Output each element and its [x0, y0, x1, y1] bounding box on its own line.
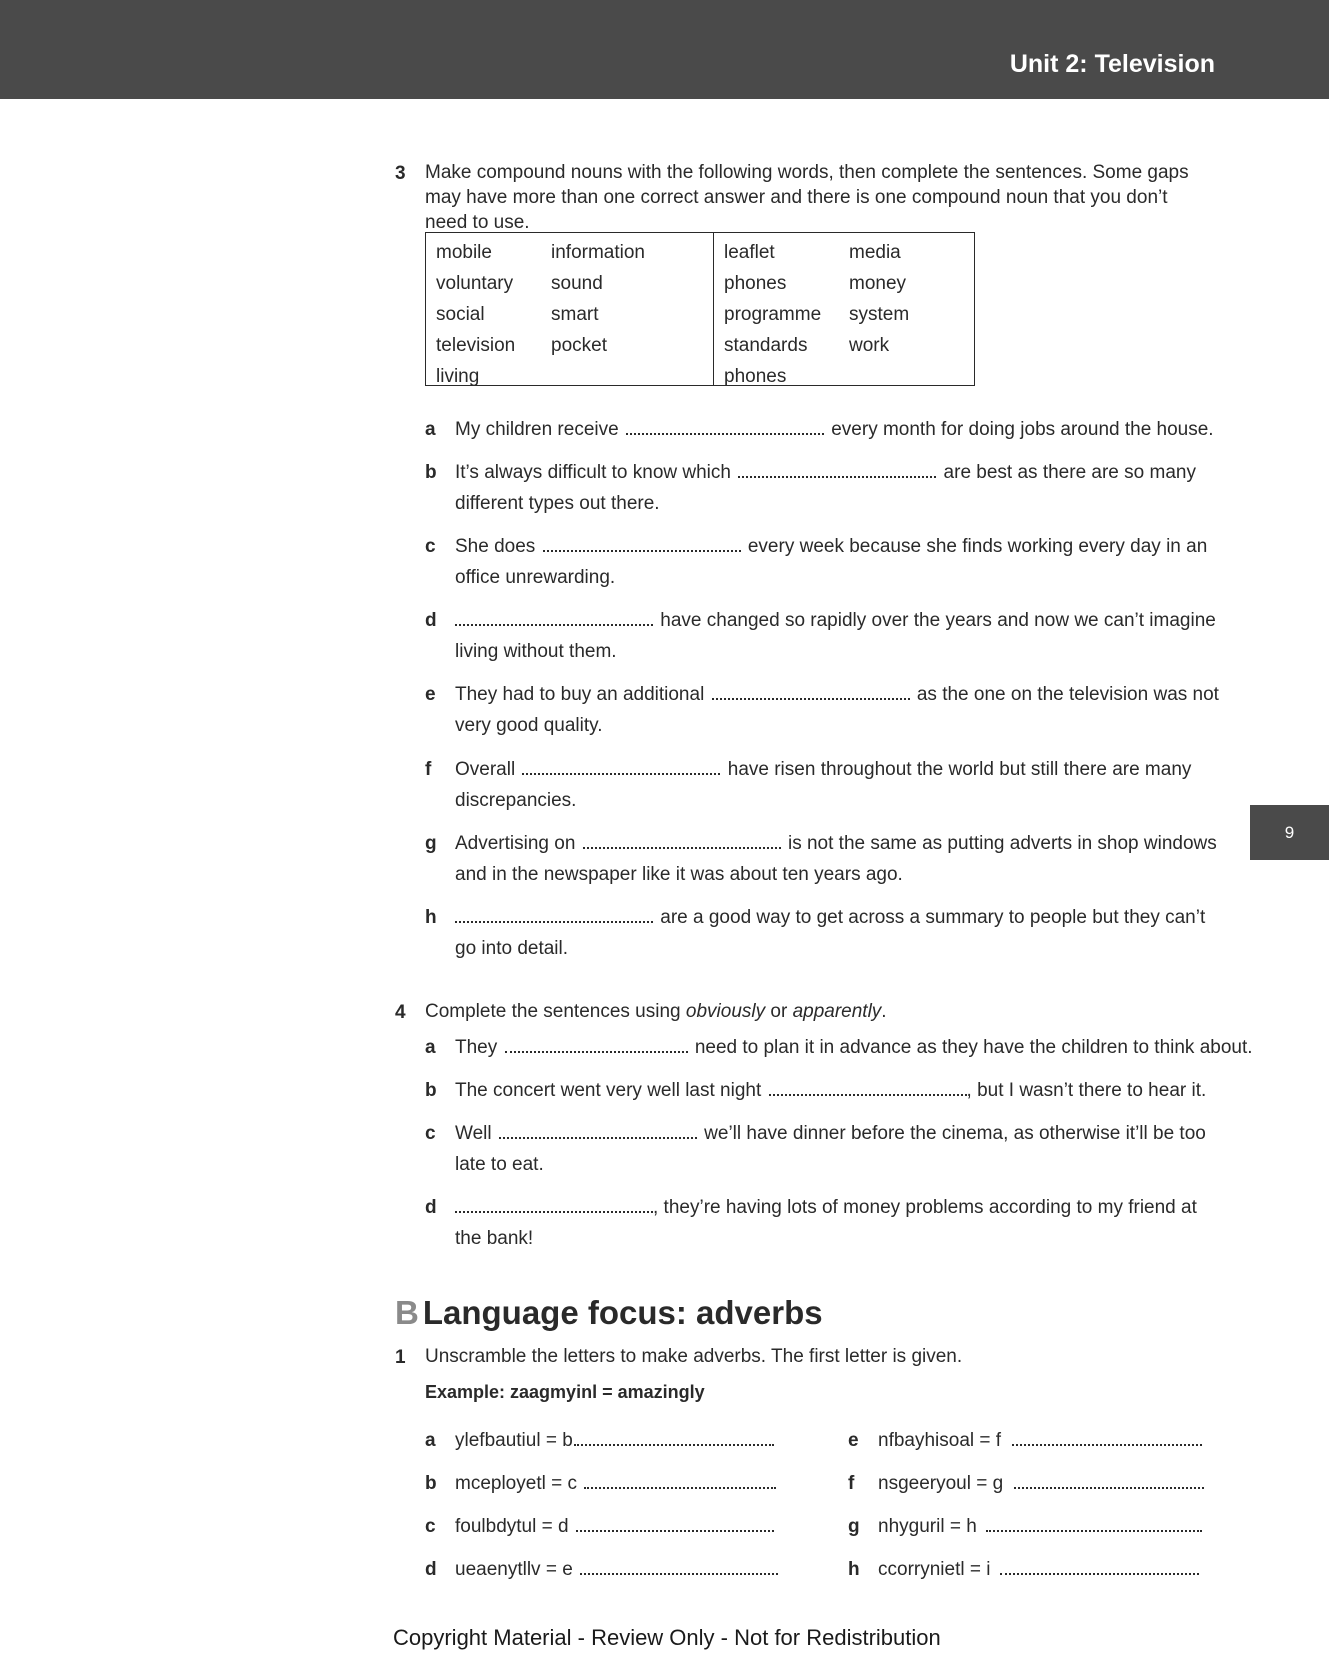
item-sentence: She does every week because she finds working every day in an office unrewarding. — [455, 536, 1208, 588]
item-sentence: It’s always difficult to know which are best as there are so many different types out there. — [455, 462, 1196, 514]
answer-gap[interactable] — [522, 759, 720, 775]
page-number-tab: 9 — [1250, 805, 1329, 860]
answer-gap[interactable] — [543, 536, 741, 552]
answer-gap[interactable] — [626, 419, 824, 435]
exercise-4-number: 4 — [395, 1002, 406, 1023]
word-column-2 — [551, 237, 645, 361]
answer-gap[interactable] — [1014, 1473, 1204, 1489]
page-header — [0, 0, 1329, 99]
item-letter: c — [425, 1123, 436, 1144]
unit-title: Unit 2: Television — [1009, 50, 1215, 78]
word: sound — [551, 273, 603, 294]
item-sentence: The concert went very well last night , but I wasn’t there to hear it. — [455, 1080, 1207, 1101]
answer-gap[interactable] — [1012, 1430, 1202, 1446]
answer-gap[interactable] — [499, 1123, 697, 1139]
item-letter: c — [425, 536, 436, 557]
item-letter: e — [425, 684, 436, 705]
item-letter: h — [425, 907, 437, 928]
item-sentence: , they’re having lots of money problems according to my friend at the bank! — [455, 1197, 1197, 1249]
word: standards — [724, 335, 808, 356]
item-sentence: My children receive every month for doing jobs around the house. — [455, 419, 1214, 440]
answer-gap[interactable] — [574, 1430, 774, 1446]
answer-gap[interactable] — [505, 1037, 688, 1053]
answer-gap[interactable] — [1000, 1559, 1199, 1575]
section-letter: B — [395, 1294, 419, 1331]
section-title: Language focus: adverbs — [422, 1294, 823, 1331]
word: media — [849, 242, 901, 263]
answer-gap[interactable] — [455, 610, 653, 626]
word: smart — [551, 304, 599, 325]
word-box — [425, 232, 975, 386]
section-heading — [395, 1294, 823, 1332]
exercise-3-number: 3 — [395, 163, 406, 184]
item-letter: a — [425, 419, 436, 440]
item-sentence: have changed so rapidly over the years and now we can’t imagine living without them. — [455, 610, 1216, 662]
example-line: Example: zaagmyinl = amazingly — [425, 1382, 705, 1402]
word: system — [849, 304, 910, 325]
item-sentence: Advertising on is not the same as putting adverts in shop windows and in the newspaper like it was about ten years ago. — [455, 833, 1217, 885]
answer-gap[interactable] — [738, 462, 936, 478]
item-letter: d — [425, 1197, 437, 1218]
word-box-divider — [713, 233, 714, 385]
word: social — [436, 304, 485, 325]
item-sentence: Well we’ll have dinner before the cinema, as otherwise it’ll be too late to eat. — [455, 1123, 1206, 1175]
word-column-1 — [436, 237, 515, 392]
exercise-b1-number: 1 — [395, 1347, 406, 1368]
answer-gap[interactable] — [455, 907, 653, 923]
word: leaflet — [724, 242, 775, 263]
word: living — [436, 366, 480, 387]
answer-gap[interactable] — [986, 1516, 1202, 1532]
item-sentence: Overall have risen throughout the world but still there are many discrepancies. — [455, 759, 1192, 811]
item-sentence: They need to plan it in advance as they have the children to think about. — [455, 1037, 1253, 1058]
exercise-4-instruction: Complete the sentences using obviously or apparently. — [425, 1001, 887, 1022]
copyright-footer: Copyright Material - Review Only - Not for Redistribution — [393, 1625, 941, 1650]
item-letter: f — [425, 759, 432, 780]
answer-gap[interactable] — [584, 1473, 776, 1489]
word: voluntary — [436, 273, 514, 294]
word: work — [849, 335, 890, 356]
item-sentence: They had to buy an additional as the one on the television was not very good quality. — [455, 684, 1219, 736]
word-column-3 — [724, 237, 821, 392]
answer-gap[interactable] — [712, 684, 910, 700]
item-letter: b — [425, 1080, 437, 1101]
word: programme — [724, 304, 822, 325]
word: mobile — [436, 242, 492, 263]
word: phones — [724, 366, 787, 387]
item-letter: g — [425, 833, 437, 854]
answer-gap[interactable] — [769, 1080, 967, 1096]
answer-gap[interactable] — [580, 1559, 778, 1575]
exercise-b1-instruction: Unscramble the letters to make adverbs. The first letter is given. — [425, 1346, 963, 1367]
answer-gap[interactable] — [455, 1197, 653, 1213]
word-column-4 — [849, 237, 909, 361]
answer-gap[interactable] — [576, 1516, 774, 1532]
word: pocket — [551, 335, 607, 356]
word: information — [551, 242, 645, 263]
item-letter: d — [425, 610, 437, 631]
answer-gap[interactable] — [583, 833, 781, 849]
exercise-3-instruction: Make compound nouns with the following words, then complete the sentences. Some gaps may have more than one correct answer and there is one compound noun that you don’t need to use. — [425, 162, 1189, 233]
word: television — [436, 335, 516, 356]
item-letter: b — [425, 462, 437, 483]
word: phones — [724, 273, 787, 294]
item-sentence: are a good way to get across a summary to people but they can’t go into detail. — [455, 907, 1206, 959]
item-letter: a — [425, 1037, 436, 1058]
word: money — [849, 273, 907, 294]
